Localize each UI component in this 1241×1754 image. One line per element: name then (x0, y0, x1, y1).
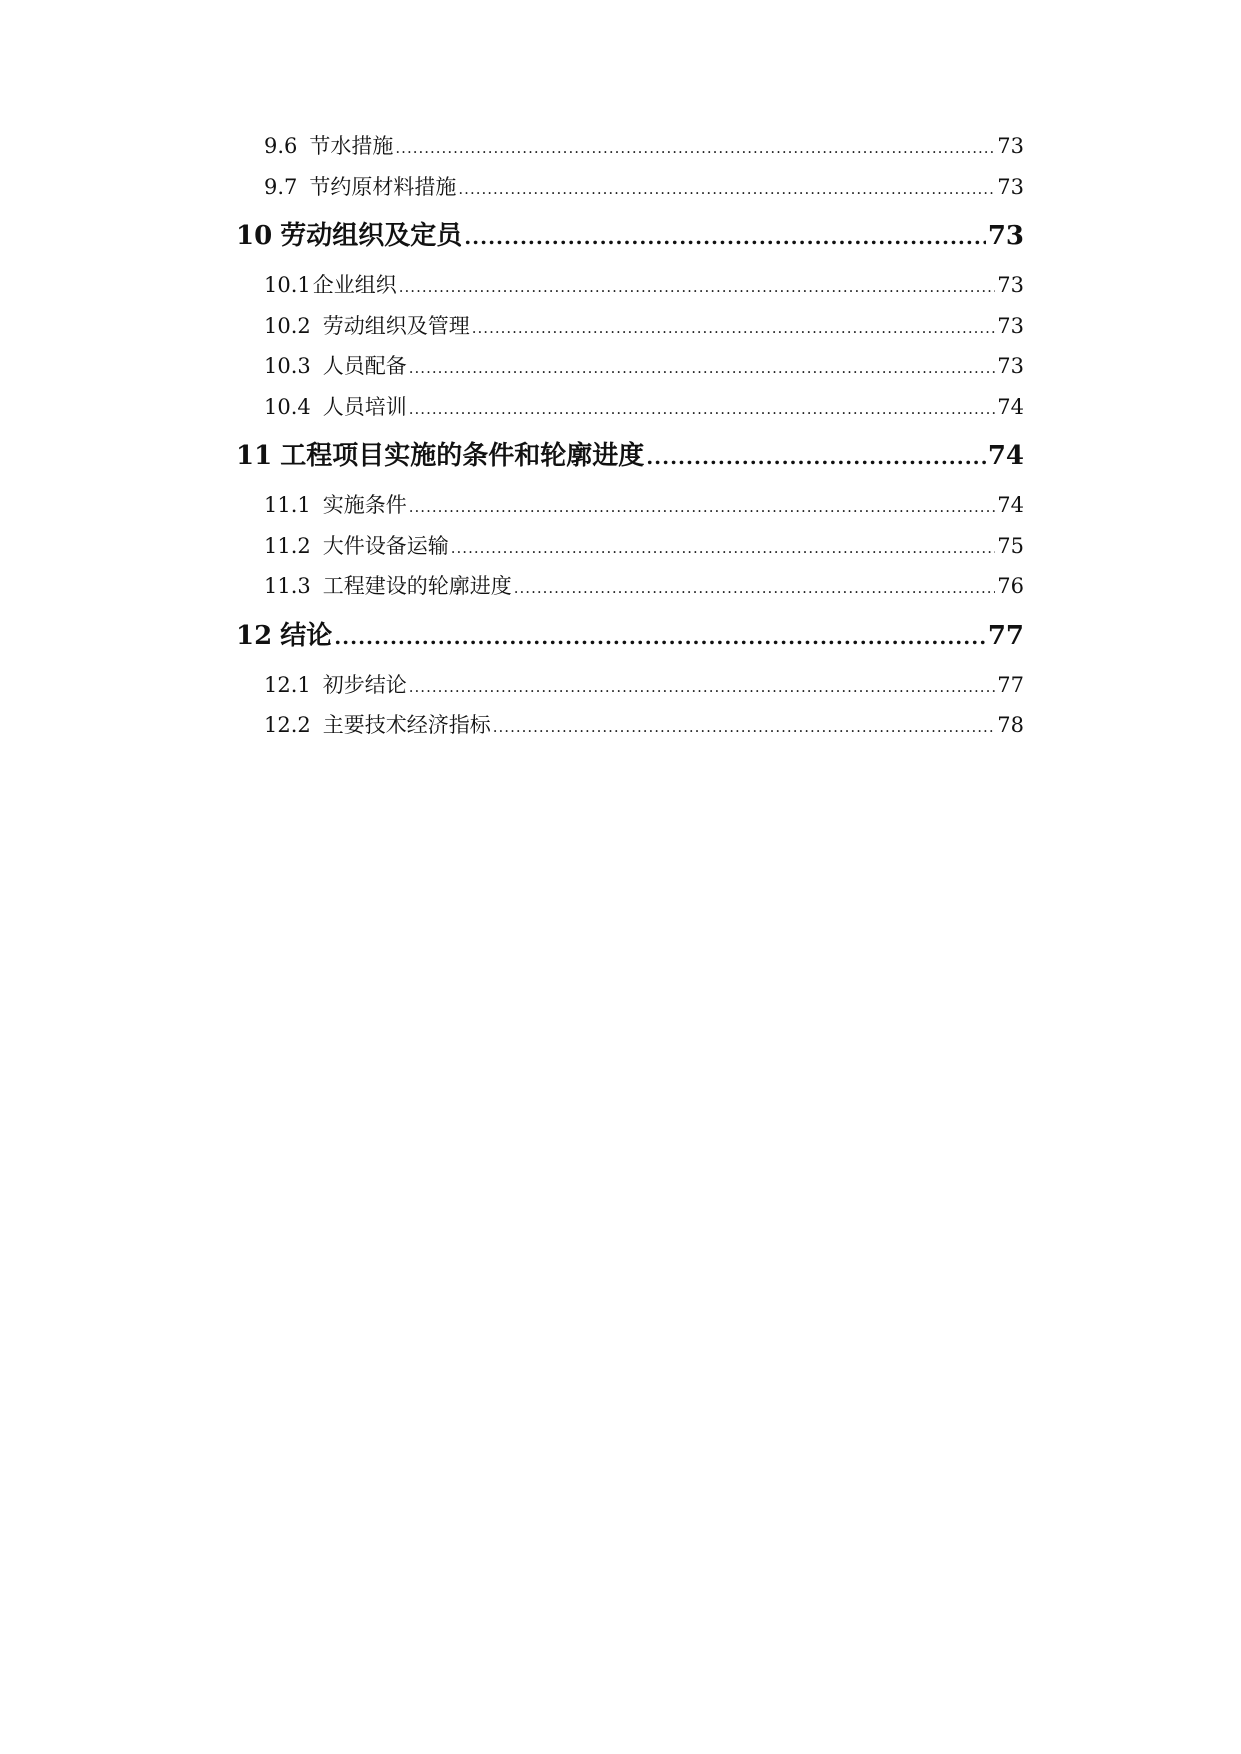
dot-leader (458, 169, 995, 210)
toc-entry-page: 73 (997, 174, 1024, 199)
dot-leader (409, 348, 996, 389)
toc-entry-10-2[interactable] (236, 306, 1024, 347)
toc-entry-number: 11.3 (264, 574, 311, 598)
toc-entry-page: 78 (997, 713, 1024, 737)
toc-chapter-title: 结论 (280, 620, 333, 651)
toc-chapter-label (236, 209, 462, 263)
toc-chapter-title: 工程项目实施的条件和轮廓进度 (280, 441, 645, 471)
toc-entry-11-2[interactable] (236, 526, 1024, 567)
toc-entry-page: 73 (997, 273, 1024, 297)
toc-entry-label (264, 167, 456, 208)
dot-leader (334, 610, 986, 664)
toc-chapter-page: 74 (987, 441, 1024, 471)
toc-entry-label (264, 126, 393, 167)
toc-chapter-number: 12 (236, 620, 273, 651)
toc-entry-10-4[interactable] (236, 387, 1024, 428)
toc-entry-label (264, 265, 397, 306)
toc-entry-9-6[interactable] (236, 126, 1024, 167)
dot-leader (409, 389, 996, 430)
dot-leader (399, 267, 996, 308)
toc-chapter-label (236, 429, 644, 483)
toc-entry-9-7[interactable] (236, 167, 1024, 208)
toc-entry-10-1[interactable] (236, 265, 1024, 306)
dot-leader (464, 210, 986, 264)
dot-leader (395, 128, 995, 169)
toc-entry-label (264, 485, 407, 526)
toc-entry-number: 10.3 (264, 354, 311, 378)
toc-entry-title: 节约原材料措施 (309, 174, 457, 199)
dot-leader (409, 487, 996, 528)
toc-entry-number: 12.1 (264, 672, 311, 697)
toc-entry-number: 10.2 (264, 313, 311, 338)
toc-entry-11-3[interactable] (236, 566, 1024, 607)
toc-chapter-label (236, 609, 332, 663)
toc-entry-number: 10.4 (264, 394, 311, 419)
toc-entry-title: 节水措施 (309, 134, 394, 158)
toc-entry-page: 75 (997, 533, 1024, 558)
toc-entry-number: 9.6 (264, 134, 298, 158)
toc-entry-title: 实施条件 (322, 493, 407, 517)
toc-entry-number: 9.7 (264, 174, 298, 199)
toc-entry-label (264, 566, 512, 607)
dot-leader (514, 568, 996, 609)
toc-entry-label (264, 526, 449, 567)
dot-leader (472, 308, 996, 349)
toc-entry-label (264, 346, 407, 387)
toc-chapter-10[interactable] (236, 209, 1024, 263)
toc-entry-title: 初步结论 (322, 672, 407, 697)
dot-leader (646, 430, 986, 484)
dot-leader (493, 707, 996, 748)
toc-entry-number: 12.2 (264, 713, 311, 737)
toc-entry-11-1[interactable] (236, 485, 1024, 526)
toc-entry-12-2[interactable] (236, 705, 1024, 746)
dot-leader (451, 528, 996, 569)
toc-entry-10-3[interactable] (236, 346, 1024, 387)
toc-entry-title: 企业组织 (312, 273, 397, 297)
toc-entry-title: 劳动组织及管理 (322, 313, 470, 338)
dot-leader (409, 667, 996, 708)
toc-entry-label (264, 705, 491, 746)
toc-chapter-number: 11 (236, 441, 273, 471)
toc-entry-title: 人员培训 (322, 394, 407, 419)
toc-entry-label (264, 306, 470, 347)
toc-entry-title: 主要技术经济指标 (322, 713, 491, 737)
toc-entry-number: 11.1 (264, 493, 311, 517)
toc-entry-number: 11.2 (264, 533, 311, 558)
toc-entry-title: 人员配备 (322, 354, 407, 378)
toc-entry-title: 大件设备运输 (322, 533, 449, 558)
table-of-contents (236, 126, 1024, 746)
toc-chapter-number: 10 (236, 221, 273, 251)
toc-entry-label (264, 665, 407, 706)
toc-entry-page: 76 (997, 574, 1024, 598)
toc-entry-page: 74 (997, 394, 1024, 419)
toc-entry-page: 73 (997, 354, 1024, 378)
toc-entry-title: 工程建设的轮廓进度 (322, 574, 512, 598)
toc-entry-page: 77 (997, 672, 1024, 697)
toc-chapter-12[interactable] (236, 609, 1024, 663)
toc-entry-label (264, 387, 407, 428)
toc-chapter-page: 77 (987, 620, 1024, 651)
toc-entry-page: 74 (997, 493, 1024, 517)
toc-chapter-page: 73 (987, 221, 1024, 251)
toc-entry-page: 73 (997, 313, 1024, 338)
toc-chapter-title: 劳动组织及定员 (280, 221, 463, 251)
toc-entry-12-1[interactable] (236, 665, 1024, 706)
toc-entry-number: 10.1 (264, 273, 311, 297)
toc-chapter-11[interactable] (236, 429, 1024, 483)
toc-entry-page: 73 (997, 134, 1024, 158)
